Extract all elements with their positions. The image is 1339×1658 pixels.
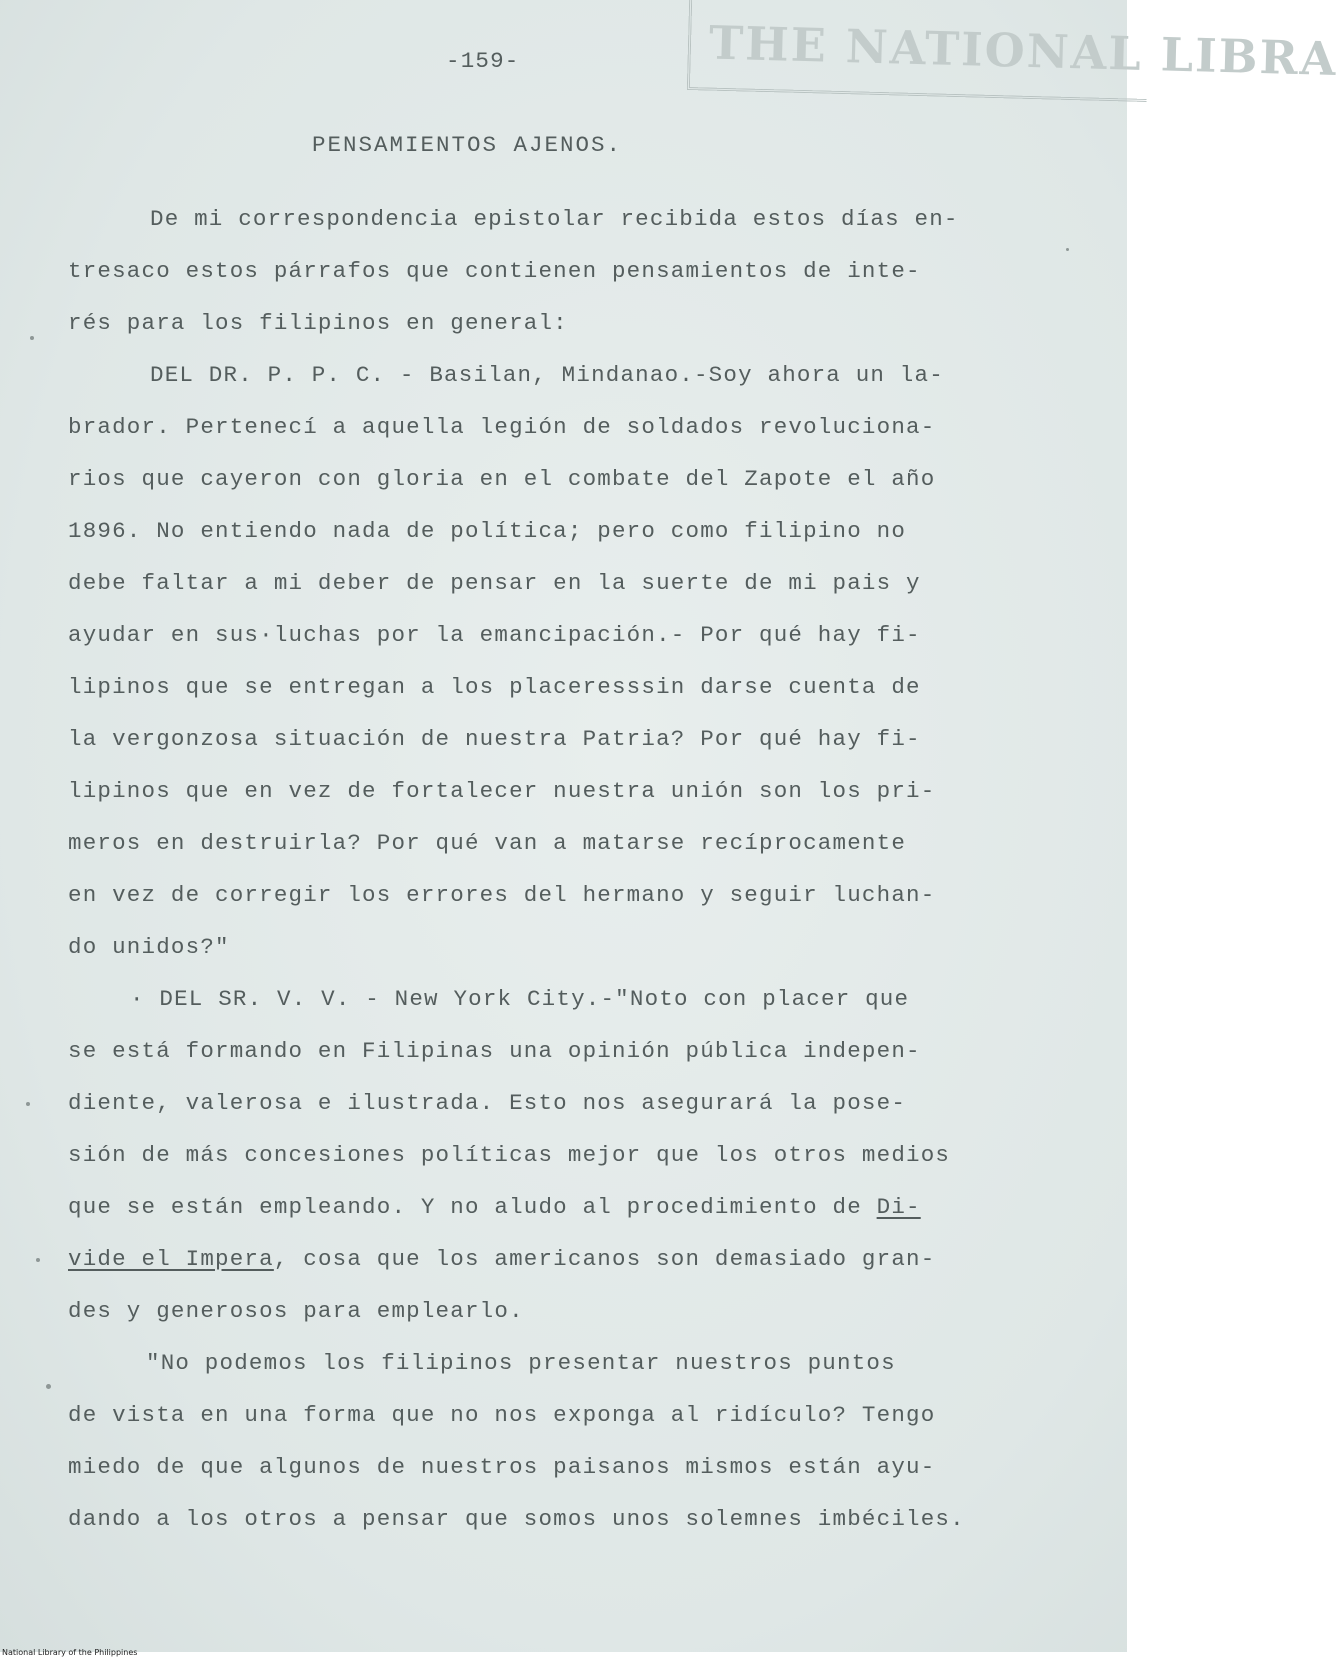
text-line: sión de más concesiones políticas mejor que los otros medios — [68, 1142, 951, 1168]
text-line: de vista en una forma que no nos exponga al ridículo? Tengo — [68, 1402, 936, 1428]
text-line: brador. Pertenecí a aquella legión de soldados revoluciona- — [68, 414, 936, 440]
text-line: dando a los otros a pensar que somos unos solemnes imbéciles. — [68, 1506, 965, 1532]
text-line: lipinos que en vez de fortalecer nuestra unión son los pri- — [68, 778, 936, 804]
text-line: miedo de que algunos de nuestros paisanos mismos están ayu- — [68, 1454, 936, 1480]
paper-speck — [26, 1102, 30, 1106]
text-line — [68, 1246, 935, 1272]
paper-speck — [36, 1258, 40, 1262]
text-line: rios que cayeron con gloria en el combate del Zapote el año — [68, 466, 936, 492]
page-title: PENSAMIENTOS AJENOS. — [312, 132, 623, 158]
underlined-phrase: Di- — [876, 1194, 921, 1220]
page-number: -159- — [446, 48, 520, 74]
text-line: 1896. No entiendo nada de política; pero como filipino no — [68, 518, 907, 544]
paper-speck — [46, 1384, 51, 1389]
paper-speck — [1066, 248, 1069, 251]
text-line: se está formando en Filipinas una opinión pública indepen- — [68, 1038, 921, 1064]
text-line: ayudar en sus·luchas por la emancipación.- Por qué hay fi- — [68, 622, 921, 648]
text-line: do unidos?" — [68, 934, 230, 960]
text-line: · DEL SR. V. V. - New York City.-"Noto con placer que — [130, 986, 910, 1012]
text-line: diente, valerosa e ilustrada. Esto nos asegurará la pose- — [68, 1090, 907, 1116]
text-line: meros en destruirla? Por qué van a matarse recíprocamente — [68, 830, 907, 856]
text-segment: que se están empleando. Y no aludo al procedimiento de — [68, 1194, 862, 1220]
underlined-phrase: vide el Impera — [68, 1246, 274, 1272]
text-line: DEL DR. P. P. C. - Basilan, Mindanao.-Soy ahora un la- — [150, 362, 944, 388]
text-line — [68, 1194, 921, 1220]
text-line: "No podemos los filipinos presentar nuestros puntos — [146, 1350, 896, 1376]
text-line: des y generosos para emplearlo. — [68, 1298, 524, 1324]
text-line: lipinos que se entregan a los placeresssin darse cuenta de — [68, 674, 921, 700]
text-line: rés para los filipinos en general: — [68, 310, 568, 336]
text-line: en vez de corregir los errores del hermano y seguir luchan- — [68, 882, 936, 908]
text-line: debe faltar a mi deber de pensar en la suerte de mi pais y — [68, 570, 921, 596]
text-line: la vergonzosa situación de nuestra Patria? Por qué hay fi- — [68, 726, 921, 752]
paper-speck — [30, 336, 34, 340]
library-stamp: THE NATIONAL LIBRA — [687, 0, 1149, 102]
footer-credit: National Library of the Philippines — [2, 1648, 138, 1657]
text-segment: , cosa que los americanos son demasiado gran- — [273, 1246, 936, 1272]
text-line: tresaco estos párrafos que contienen pensamientos de inte- — [68, 258, 921, 284]
text-line: De mi correspondencia epistolar recibida estos días en- — [150, 206, 959, 232]
